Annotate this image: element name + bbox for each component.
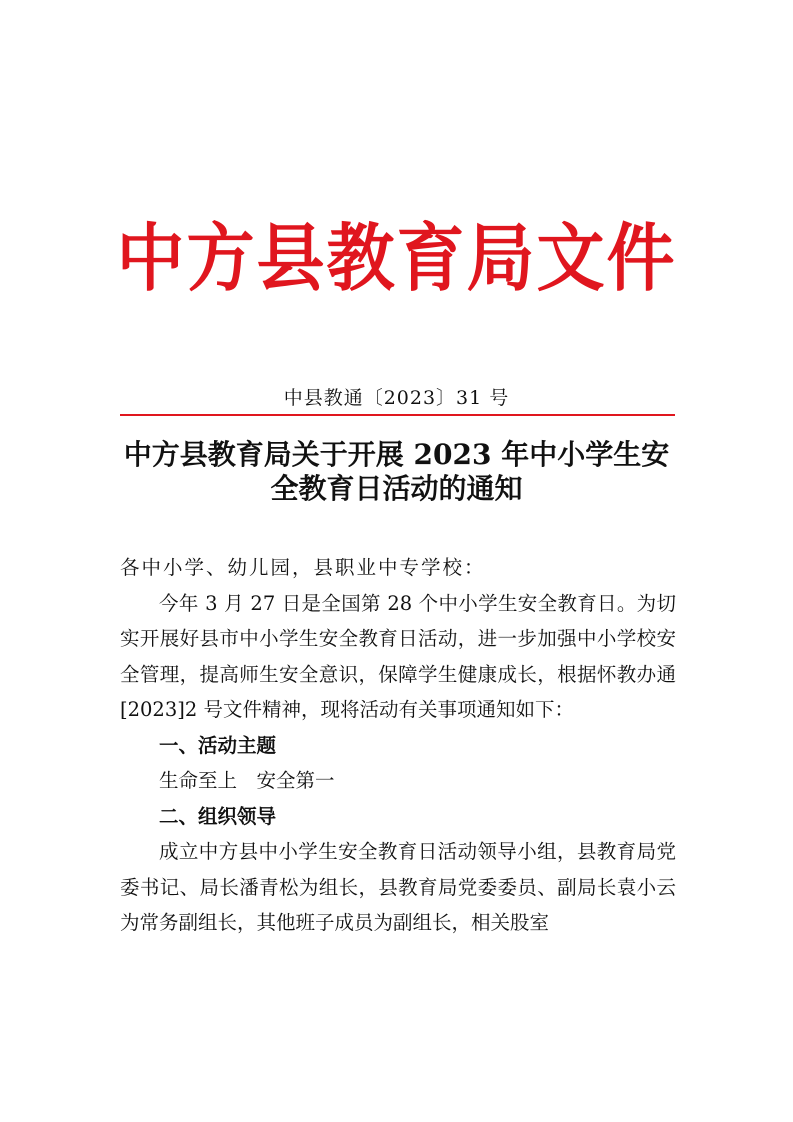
notice-title-line-1: 中方县教育局关于开展 2023 年中小学生安: [123, 438, 670, 471]
section-heading-theme: 一、活动主题: [159, 733, 277, 757]
notice-title-line-2: 全教育日活动的通知: [270, 472, 523, 505]
notice-body: [120, 550, 676, 941]
red-divider-line: [120, 414, 675, 416]
notice-title: [110, 438, 683, 506]
masthead-title: 中方县教育局文件: [116, 215, 677, 302]
salutation: 各中小学、幼儿园，县职业中专学校：: [120, 556, 486, 579]
intro-paragraph: 今年 3 月 27 日是全国第 28 个中小学生安全教育日。为切实开展好县市中小学生安全教育日活动，进一步加强中小学校安全管理，提高师生安全意识，保障学生健康成长，根据怀教办通[2023]2 号文件精神，现将活动有关事项通知如下：: [120, 591, 676, 721]
document-number: 中县教通〔2023〕31 号: [283, 387, 510, 409]
theme-text: 生命至上 安全第一: [159, 769, 335, 792]
section-heading-organization: 二、组织领导: [159, 804, 277, 828]
organization-paragraph: 成立中方县中小学生安全教育日活动领导小组，县教育局党委书记、局长潘青松为组长，县教育局党委委员、副局长袁小云为常务副组长，其他班子成员为副组长，相关股室: [120, 840, 676, 934]
